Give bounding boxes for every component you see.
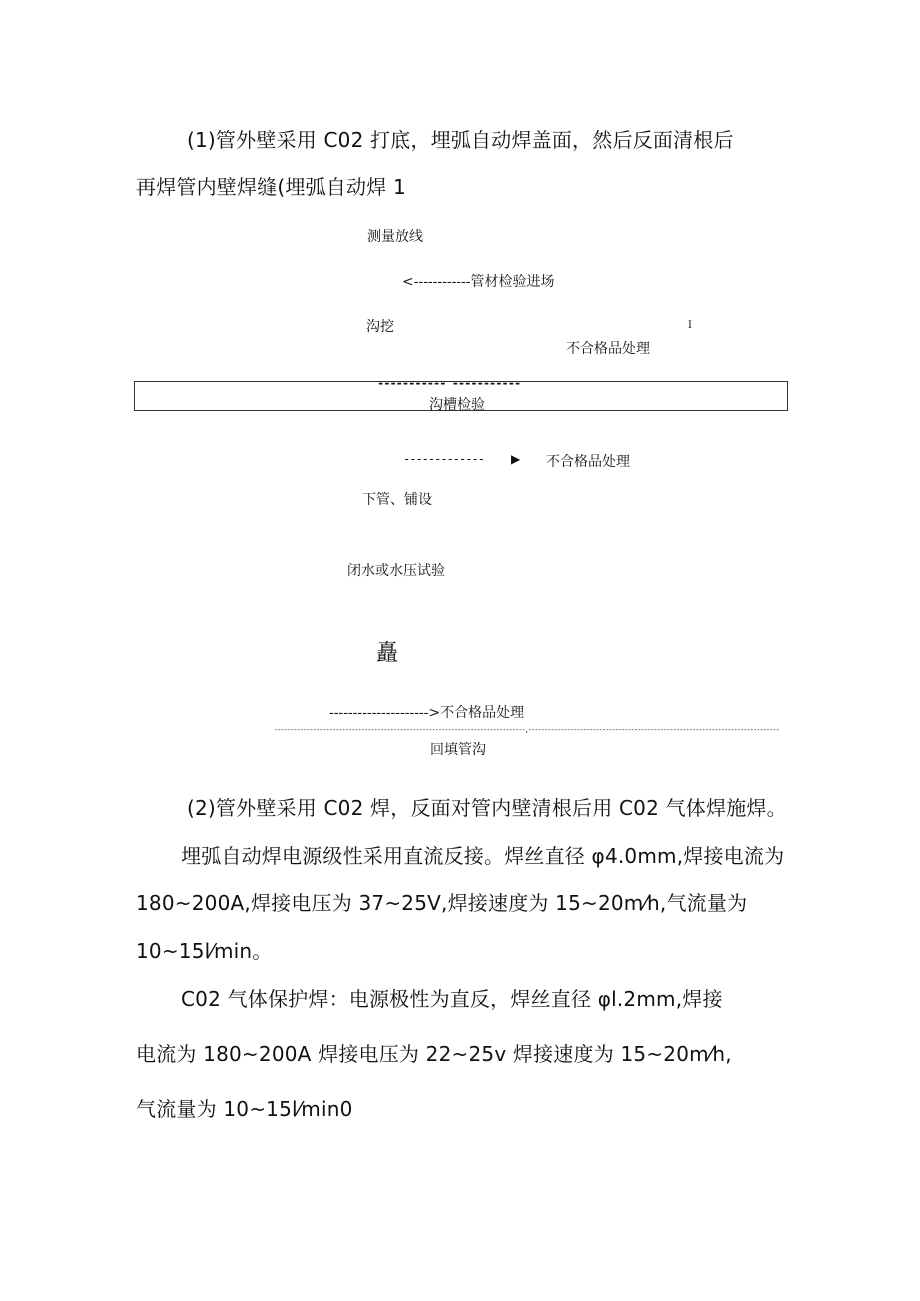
paragraph-3-line-1: 埋弧自动焊电源级性采用直流反接。焊丝直径 φ4.0mm,焊接电流为: [181, 844, 785, 868]
flow-step-lay-pipe: 下管、铺设: [362, 492, 432, 508]
flow-step-backfill: 回填管沟: [430, 742, 486, 758]
flow-reject-1: 不合格品处理: [566, 341, 650, 357]
flow-arrow-2-dashes: -------------: [403, 452, 484, 466]
paragraph-3-line-2: 180~200A,焊接电压为 37~25V,焊接速度为 15~20m⁄h,气流量为: [136, 891, 748, 915]
paragraph-4-line-2: 电流为 180~200A 焊接电压为 22~25v 焊接速度为 15~20m⁄h,: [136, 1042, 732, 1066]
flow-step-garbled: 矗: [376, 641, 399, 666]
arrow-head-icon: ▶: [511, 452, 521, 466]
paragraph-2-line-1: (2)管外壁采用 C02 焊，反面对管内壁清根后用 C02 气体焊施焊。: [187, 796, 787, 820]
flow-arrow-pipe-inspection: <------------管材检验进场: [402, 274, 555, 290]
paragraph-4-line-3: 气流量为 10~15l⁄min0: [136, 1097, 353, 1121]
flow-step-trench-inspection: 沟槽检验: [429, 397, 485, 413]
flow-long-dashes: ------------------------------------------------------------------------------,------------------------------------------------------------------------------: [274, 726, 779, 734]
paragraph-4-line-1: C02 气体保护焊：电源极性为直反，焊丝直径 φl.2mm,焊接: [181, 987, 723, 1011]
paragraph-3-line-3: 10~15l⁄min。: [136, 939, 273, 963]
paragraph-1-line-1: (1)管外壁采用 C02 打底，埋弧自动焊盖面，然后反面清根后: [187, 128, 734, 152]
flow-step-trench: 沟挖: [366, 319, 394, 335]
paragraph-1-line-2: 再焊管内壁焊缝(埋弧自动焊 1: [136, 175, 406, 199]
box-dashes: ----------- -----------: [377, 376, 521, 390]
flow-reject-2: 不合格品处理: [546, 454, 630, 470]
flow-step-measure: 测量放线: [367, 229, 423, 245]
flow-step-pressure-test: 闭水或水压试验: [347, 563, 445, 579]
flow-arrow-3: --------------------->不合格品处理: [329, 705, 525, 721]
stray-mark: I: [688, 320, 692, 331]
